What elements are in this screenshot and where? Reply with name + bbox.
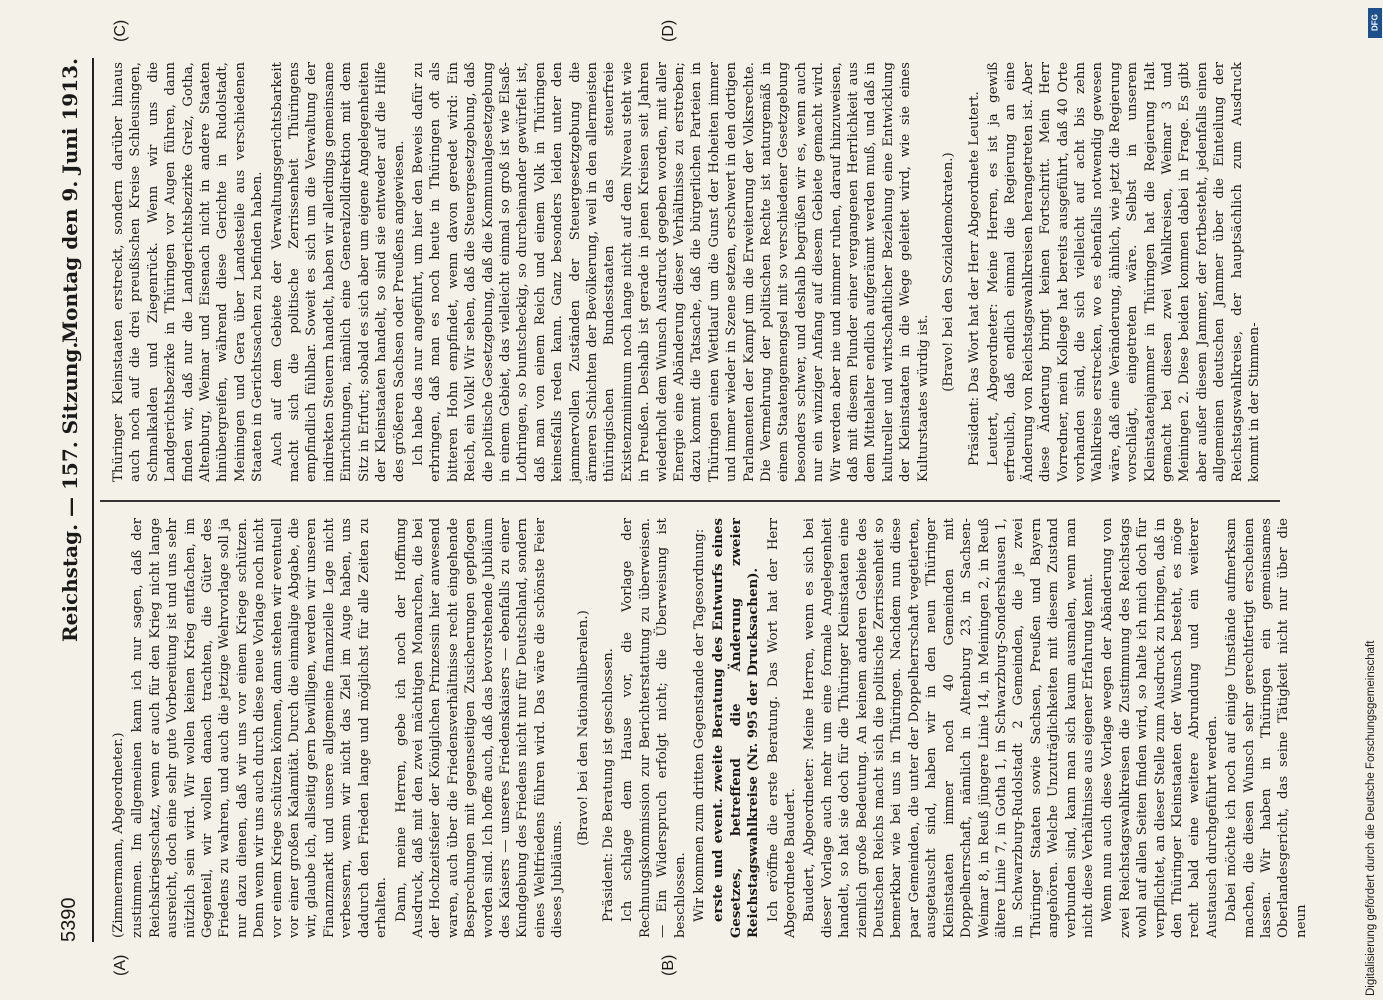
- dfg-logo: DFG: [1368, 8, 1382, 38]
- session-date: Montag den 9. Juni 1913.: [58, 58, 82, 343]
- left-column-paragraph: zustimmen. Im allgemeinen kann ich nur sagen, daß der Reichskriegsschatz, wenn er auch für den Krieg nicht lange ausreicht, doch eine sehr gute Vorbereitung ist und uns sehr nützlich sein wird. Wir wollen keinen Krieg entfachen, im Gegenteil, wir wollen danach trachten, die Güter des Friedens zu wahren, und auch die jetzige Wehrvorlage soll ja nur dazu dienen, daß wir uns vor einem Kriege schützen. Denn wenn wir uns auch durch diese neue Vorlage noch nicht vor einem Kriege schützen können, dann stehen wir eventuell vor einer großen Kalamität. Durch die einmalige Abgabe, die wir, glaube ich, allseitig gern bewilligen, werden wir unseren Finanzmarkt und unsere allgemeine finanzielle Lage nicht verbessern, wenn wir nicht das Ziel im Auge haben, uns dadurch den Frieden lange und möglichst für alle Zeiten zu erhalten.: [130, 518, 390, 938]
- left-column-paragraph: (Bravo! bei den Nationalliberalen.): [575, 610, 591, 846]
- session-title: Reichstag. — 157. Sitzung.: [58, 341, 82, 642]
- page-number: 5390: [58, 897, 80, 942]
- margin-marker-d: (D): [660, 19, 677, 42]
- margin-marker-b: (B): [660, 954, 677, 976]
- credit-text: Digitalisierung gefördert durch die Deutsche Forschungsgemeinschaft: [1365, 640, 1377, 996]
- left-column-paragraph: erste und event. zweite Beratung des Entwurfs eines Gesetzes, betreffend die Änderung zweier Reichstagswahlkreise (Nr. 995 der Drucksachen).: [711, 518, 762, 938]
- right-column: [110, 62, 1265, 482]
- left-column-paragraph: Dabei möchte ich noch auf einige Umstände aufmerksam machen, die diesen Wunsch sehr gerechtfertigt erscheinen lassen. Wir haben in Thüringen ein gemeinsames Oberlandesgericht, das seine Tätigkeit nicht nur über die neun: [1224, 518, 1309, 938]
- left-column: [110, 518, 1312, 938]
- right-column-paragraph: Thüringer Kleinstaaten erstreckt, sondern darüber hinaus auch noch auf die drei preußischen Kreise Schleusingen, Schmalkalden und Ziegenrück. Wenn wir uns die Landgerichtsbezirke in Thüringen vor Augen führen, dann finden wir, daß nur die Landgerichtsbezirke Greiz, Gotha, Altenburg, Weimar und Eisenach nicht in andere Staaten hinübergreifen, während diese Gerichte in Rudolstadt, Meiningen und Gera über Landesteile aus verschiedenen Staaten in Gerichtssachen zu befinden haben.: [111, 62, 266, 482]
- column-divider: [100, 500, 1280, 502]
- right-column-paragraph: Leutert, Abgeordneter: Meine Herren, es ist ja gewiß erfreulich, daß endlich einmal die Regierung an eine Änderung von Reichstagswahlkreisen herangetreten ist. Aber diese Änderung bringt keinen Fortschritt. Mein Herr Vorredner, mein Kollege hat bereits ausgeführt, daß 40 Orte vorhanden sind, die sich vielleicht auf acht bis zehn Wahlkreise erstrecken, wo es ebenfalls notwendig gewesen wäre, daß eine Veränderung, ähnlich, wie jetzt die Regierung vorschlägt, eingetreten wäre. Selbst in unserem Kleinstaatenjammer in Thüringen hat die Regierung Halt gemacht bei diesen zwei Wahlkreisen, Weimar 3 und Meiningen 2. Diese beiden kommen dabei in Frage. Es gibt aber außer diesem Jammer, der fortbesteht, jedenfalls einen allgemeinen deutschen Jammer über die Einteilung der Reichstagswahlkreise, der hauptsächlich zum Ausdruck kommt in der Stimmen-: [985, 62, 1262, 482]
- margin-marker-c: (C): [112, 19, 129, 42]
- left-column-paragraph: Präsident: Die Beratung ist geschlossen.: [600, 648, 616, 922]
- page-header: [52, 58, 94, 942]
- right-column-paragraph: Präsident: Das Wort hat der Herr Abgeordnete Leutert.: [966, 91, 982, 466]
- right-column-paragraph: Auch auf dem Gebiete der Verwaltungsgerichtsbarkeit macht sich die politische Zerrissenheit Thüringens empfindlich fühlbar. Soweit es sich um die Verwaltung der indirekten Steuern handelt, haben wir allerdings gemeinsame Einrichtungen, nämlich eine Generalzolldirektion mit dem Sitz in Erfurt; sobald es sich aber um eigene Angelegenheiten der Kleinstaaten handelt, so sind sie entweder auf die Hilfe des größeren Sachsen oder Preußens angewiesen.: [269, 62, 407, 482]
- left-column-paragraph: (Zimmermann, Abgeordneter.): [111, 732, 126, 938]
- left-column-paragraph: Baudert, Abgeordneter: Meine Herren, wenn es sich bei dieser Vorlage auch mehr um eine formale Angelegenheit handelt, so hat sie doch für die Thüringer Kleinstaaten eine ziemlich große Bedeutung. An keinem anderen Gebiete des Deutschen Reichs macht sich die politische Zerrissenheit so bemerkbar wie bei uns in Thüringen. Nachdem nun diese paar Gemeinden, die unter der Doppelherrschaft vegetierten, ausgetauscht sind, haben wir in den neun Thüringer Kleinstaaten immer noch 40 Gemeinden mit Doppelherrschaft, nämlich in Altenburg 23, in Sachsen-Weimar 8, in Reuß jüngere Linie 14, in Meiningen 2, in Reuß ältere Linie 7, in Gotha 1, in Schwarzburg-Sondershausen 1, in Schwarzburg-Rudolstadt 2 Gemeinden, die je zwei Thüringer Staaten sowie Sachsen, Preußen und Bayern angehören. Welche Unzuträglichkeiten mit diesem Zustand verbunden sind, kann man sich kaum ausmalen, wenn man nicht diese Verhältnisse aus eigener Erfahrung kennt.: [802, 518, 1096, 938]
- left-column-paragraph: Ich eröffne die erste Beratung. Das Wort hat der Herr Abgeordnete Baudert.: [765, 518, 799, 938]
- left-column-paragraph: Wir kommen zum dritten Gegenstande der Tagesordnung:: [692, 528, 707, 922]
- left-column-paragraph: Wenn nun auch diese Vorlage wegen der Abänderung von zwei Reichstagswahlkreisen die Zustimmung des Reichstags wohl auf allen Seiten finden wird, so halte ich mich doch für verpflichtet, an dieser Stelle zum Ausdruck zu bringen, daß in den Thüringer Kleinstaaten der Wunsch besteht, es möge recht bald eine weitere Abrundung und ein weiterer Austausch durchgeführt werden.: [1100, 518, 1220, 938]
- left-column-paragraph: Dann, meine Herren, gebe ich noch der Hoffnung Ausdruck, daß mit den zwei mächtigen Monarchen, die bei der Hochzeitsfeier der Königlichen Prinzessin hier anwesend waren, auch über die Friedensverhältnisse recht eingehende Besprechungen mit gegenseitigen Zusicherungen gepflogen worden sind. Ich hoffe auch, daß das bevorstehende Jubiläum des Kaisers — unseres Friedenskaisers — ebenfalls zu einer Kundgebung des Friedens nicht nur für Deutschland, sondern eines Weltfriedens führen wird. Das wäre die schönste Feier dieses Jubiläums.: [393, 518, 566, 938]
- left-column-paragraph: Ich schlage dem Hause vor, die Vorlage der Rechnungskommission zur Berichterstattung zu überweisen. — Ein Widerspruch erfolgt nicht; die Überweisung ist beschlossen.: [620, 518, 688, 938]
- right-column-paragraph: Ich habe das nur angeführt, um hier den Beweis dafür zu erbringen, daß man es noch heute in Thüringen oft als bitteren Hohn empfindet, wenn davon geredet wird: Ein Reich, ein Volk! Wir sehen, daß die Steuergesetzgebung, daß die politische Gesetzgebung, daß die Kommunalgesetzgebung in einem Gebiet, das vielleicht einmal so groß ist wie Elsaß-Lothringen, so buntscheckig, so durcheinander gewürfelt ist, daß man von einem Reich und einem Volk in Thüringen keinesfalls reden kann. Ganz besonders leiden unter den jammervollen Zuständen der Steuergesetzgebung die ärmeren Schichten der Bevölkerung, weil in den allermeisten thüringischen Bundesstaaten das steuerfreie Existenzminimum noch lange nicht auf dem Niveau steht wie in Preußen. Deshalb ist gerade in jenen Kreisen seit Jahren wiederholt dem Wunsch Ausdruck gegeben worden, mit aller Energie eine Abänderung dieser Verhältnisse zu erstreben; dazu kommt die Tatsache, daß die bürgerlichen Parteien in Thüringen einen Wettlauf um die Gunst der Hoheiten immer und immer wieder in Szene setzen, erschwert in den dortigen Parlamenten der Kampf um die Erweiterung der Volksrechte. Die Vermehrung der politischen Rechte ist naturgemäß in einem Staatengemengsel mit so verschiedener Gesetzgebung besonders schwer, und deshalb begrüßen wir es, wenn auch nur ein winziger Anfang auf diesem Gebiete gemacht wird. Wir werden aber nie und nimmer ruhen, darauf hinzuweisen, daß mit diesem Plunder einer vergangenen Herrlichkeit aus dem Mittelalter endlich aufgeräumt werden muß, und daß in kultureller und wirtschaftlicher Beziehung eine Entwicklung der Kleinstaaten in die Wege geleitet wird, wie sie eines Kulturstaates würdig ist.: [410, 62, 931, 482]
- right-column-paragraph: (Bravo! bei den Sozialdemokraten.): [941, 152, 957, 392]
- margin-marker-a: (A): [112, 954, 129, 976]
- digitization-credit: [1360, 6, 1382, 996]
